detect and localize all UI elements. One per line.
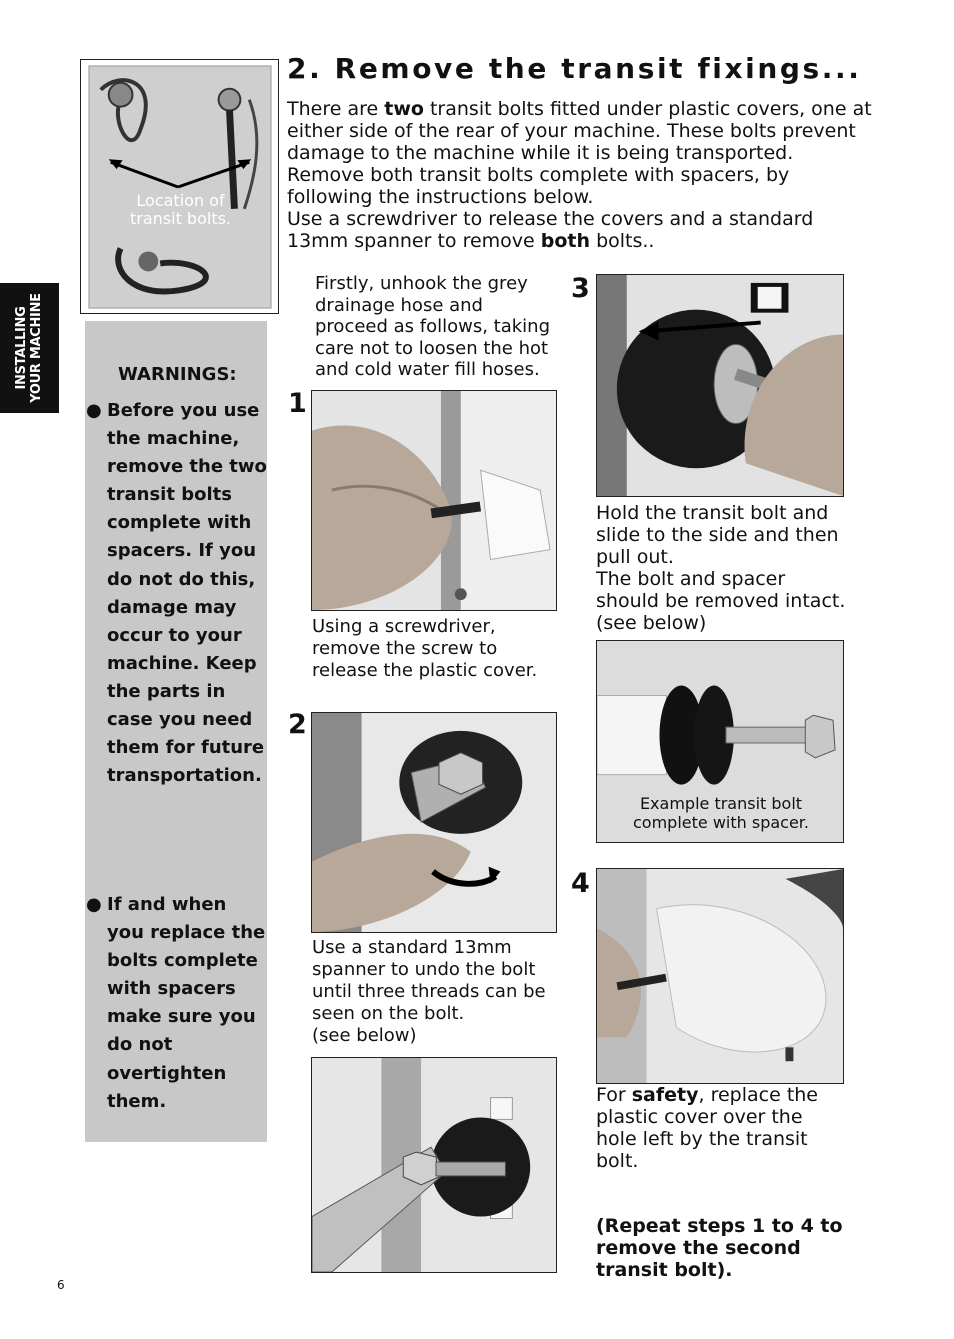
repeat-note: (Repeat steps 1 to 4 to remove the second transit bolt). xyxy=(596,1215,843,1281)
intro-paragraph-2: Use a screwdriver to release the covers and a standard 13mm spanner to remove both bolts.. xyxy=(287,208,814,252)
intro-paragraph-1: There are two transit bolts fitted under plastic covers, one at either side of the rear of your machine. These bolts prevent damage to the machine while it is being transported. Remove both transit bolts complete with spacers, by following the instructions below. xyxy=(287,98,872,208)
step-3-number: 3 xyxy=(571,273,590,304)
spacer-caption: Example transit bolt complete with spacer. xyxy=(633,794,809,832)
warnings-heading: WARNINGS: xyxy=(118,364,237,385)
side-tab-line1: INSTALLING xyxy=(14,306,29,390)
step-4-text: For safety, replace the plastic cover over the hole left by the transit bolt. xyxy=(596,1084,819,1172)
step-2-text: Use a standard 13mm spanner to undo the bolt until three threads can be seen on the bolt. (see below) xyxy=(312,937,546,1046)
step-2-number: 2 xyxy=(288,709,307,740)
machine-photo-caption-line1: Location of xyxy=(136,191,225,210)
step-2-detail-photo xyxy=(311,1057,557,1273)
machine-photo-caption-line2: transit bolts. xyxy=(129,209,232,228)
bullet-icon: ● xyxy=(86,894,102,915)
step-3-photo xyxy=(596,274,844,497)
step-4-photo xyxy=(596,868,844,1084)
side-tab xyxy=(0,283,59,413)
warning-item-2: ● If and when you replace the bolts complete with spacers make sure you do not overtighten them. xyxy=(85,891,267,1116)
page-number: 6 xyxy=(57,1278,65,1292)
step-3-text: Hold the transit bolt and slide to the side and then pull out. The bolt and spacer should be removed intact. (see below) xyxy=(596,502,846,634)
intro-text xyxy=(287,98,872,252)
page-title: 2. Remove the transit fixings... xyxy=(287,52,862,85)
warning-item-1: ● Before you use the machine, remove the two transit bolts complete with spacers. If you do not do this, damage may occur to your machine. Keep the parts in case you need them for future transportation. xyxy=(85,397,267,790)
side-tab-text xyxy=(14,293,44,403)
step-1-text: Using a screwdriver, remove the screw to release the plastic cover. xyxy=(312,616,538,681)
step-4-number: 4 xyxy=(571,868,590,899)
step-1-photo xyxy=(311,390,557,611)
warnings-box xyxy=(85,321,267,1142)
machine-photo-caption xyxy=(81,192,279,228)
machine-rear-photo xyxy=(80,59,279,314)
bullet-icon: ● xyxy=(86,400,102,421)
side-tab-line2: YOUR MACHINE xyxy=(29,293,44,403)
step-2-photo xyxy=(311,712,557,933)
first-instruction: Firstly, unhook the grey drainage hose and proceed as follows, taking care not to loosen the hot and cold water fill hoses. xyxy=(315,273,551,380)
step-1-number: 1 xyxy=(288,388,307,419)
spacer-photo xyxy=(596,640,844,843)
